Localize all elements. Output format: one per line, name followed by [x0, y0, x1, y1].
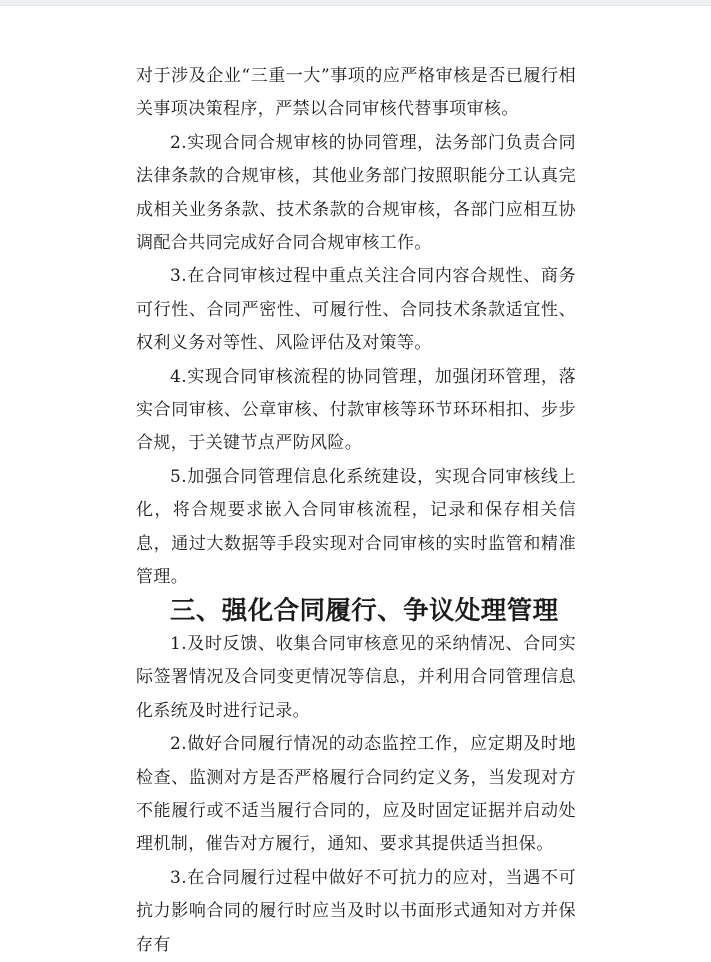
paragraph-item-3: 3.在合同审核过程中重点关注合同内容合规性、商务可行性、合同严密性、可履行性、合同技术条款适宜性、权利义务对等性、风险评估及对策等。	[136, 266, 576, 354]
section-paragraph-1: 1.及时反馈、收集合同审核意见的采纳情况、合同实际签署情况及合同变更情况等信息，并利用合同管理信息化系统及时进行记录。	[136, 633, 576, 721]
paragraph-continuation: 对于涉及企业“三重一大”事项的应严格审核是否已履行相关事项决策程序，严禁以合同审核代替事项审核。	[136, 66, 576, 120]
section-paragraph-2: 2.做好合同履行情况的动态监控工作，应定期及时地检查、监测对方是否严格履行合同约定义务，当发现对方不能履行或不适当履行合同的，应及时固定证据并启动处理机制，催告对方履行，通知、要求其提供适当担保。	[136, 734, 576, 855]
section-paragraph-3: 3.在合同履行过程中做好不可抗力的应对，当遇不可抗力影响合同的履行时应当及时以书面形式通知对方并保存有	[136, 867, 576, 955]
section-heading: 三、强化合同履行、争议处理管理	[170, 595, 559, 626]
paragraph-item-2: 2.实现合同合规审核的协同管理，法务部门负责合同法律条款的合规审核，其他业务部门按照职能分工认真完成相关业务条款、技术条款的合规审核，各部门应相互协调配合共同完成好合同合规审核工作。	[136, 132, 576, 254]
paragraph-item-4: 4.实现合同审核流程的协同管理，加强闭环管理，落实合同审核、公章审核、付款审核等环节环环相扣、步步合规，于关键节点严防风险。	[136, 366, 576, 454]
viewer-top-edge	[0, 0, 711, 6]
document-body	[136, 60, 576, 962]
paragraph-item-5: 5.加强合同管理信息化系统建设，实现合同审核线上化，将合规要求嵌入合同审核流程，记录和保存相关信息，通过大数据等手段实现对合同审核的实时监管和精准管理。	[136, 466, 576, 588]
